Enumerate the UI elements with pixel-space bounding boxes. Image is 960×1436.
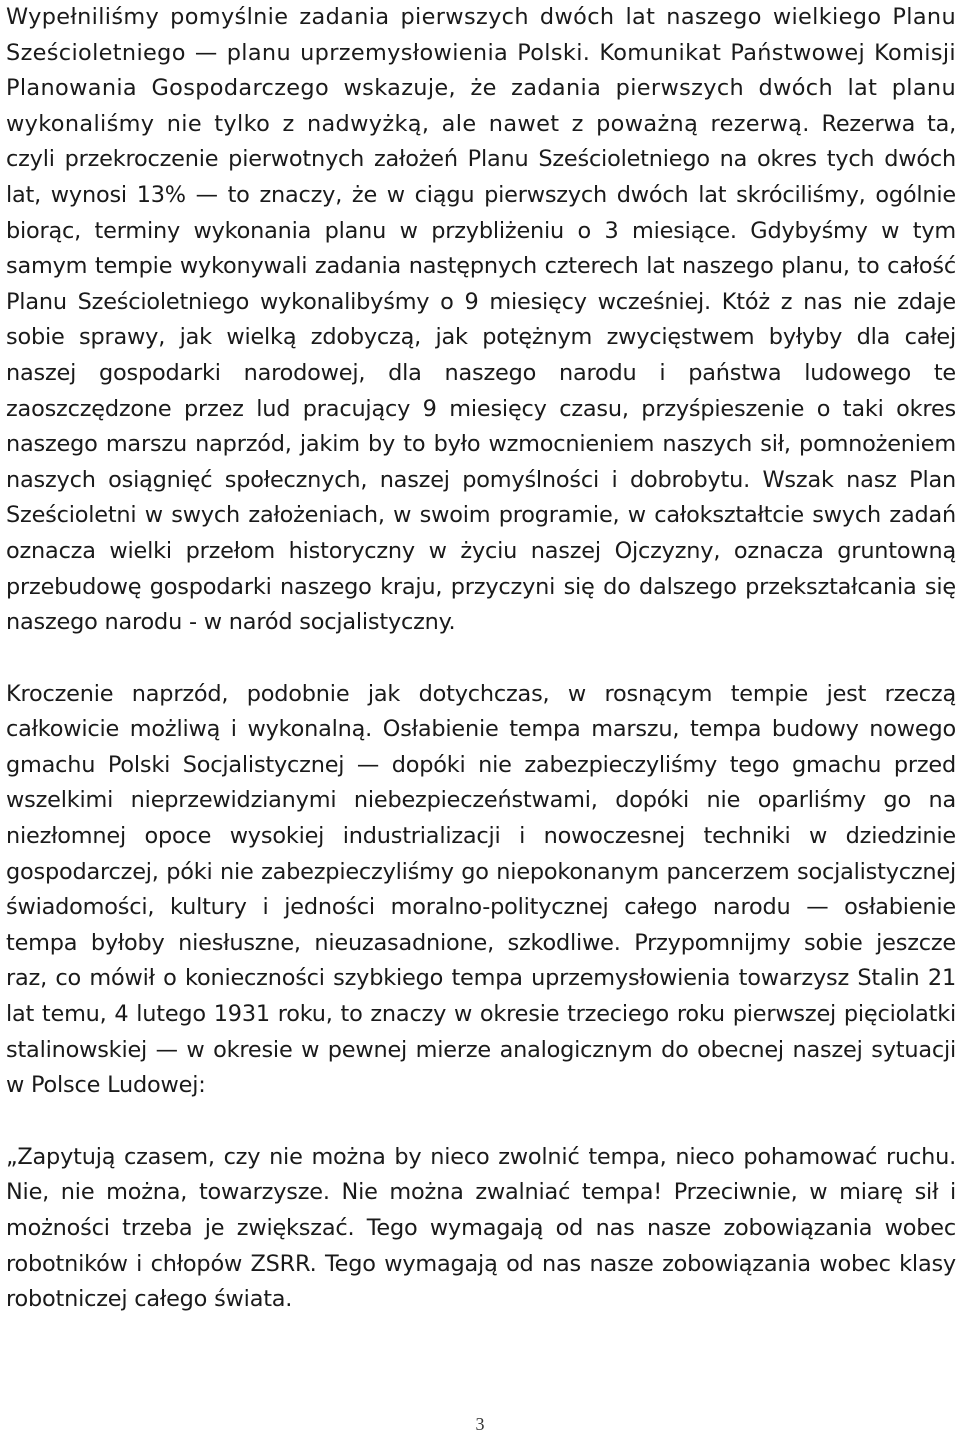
paragraph-body-text: Kroczenie naprzód, podobnie jak dotychczas, w rosnącym tempie jest rzeczą całkowicie możliwą i wykonalną. Osłabienie tempa marszu, tempa budowy nowego gmachu Polski Socjalistycznej — dopóki nie zabezpieczyliśmy tego gmachu przed wszelkimi nieprzewidzianymi niebezpieczeństwami, dopóki nie oparliśmy go na niezłomnej opoce wysokiej industrializacji i nowoczesnej techniki w dziedzinie gospodarczej, póki nie zabezpieczyliśmy go niepokonanym pancerzem socjalistycznej świadomości, kultury i jedności moralno-politycznej całego narodu — osłabienie tempa byłoby niesłuszne, nieuzasadnione, szkodliwe. Przypomnijmy sobie jeszcze raz, co mówił o konieczności szybkiego tempa uprzemysłowienia towarzysz Stalin 21 lat temu, 4 lutego 1931 roku, to znaczy w okresie trzeciego roku pierwszej pięciolatki stalinowskiej — w okresie w pewnej mierze analogicznym do obecnej naszej sytuacji w Polsce Ludowej: [6, 680, 956, 1099]
paragraph-intro-text: Wypełniliśmy pomyślnie zadania pierwszych dwóch lat naszego wielkiego Planu Sześcioletniego — planu uprzemysłowienia Polski. Komunikat Państwowej Komisji Planowania Gospodarczego wskazuje, że zadania pierwszych dwóch lat planu wykonaliśmy nie tylko z nadwyżką, ale nawet z poważną rezerwą. [6, 4, 956, 137]
paragraph-stalin-quote [6, 1140, 956, 1318]
page-number: 3 [475, 1414, 485, 1434]
paragraph-six-year-plan [6, 0, 956, 641]
paragraph-body-text: Rezerwa ta, czyli przekroczenie pierwotnych założeń Planu Sześcioletniego na okres tych dwóch lat, wynosi 13% — to znaczy, że w ciągu pierwszych dwóch lat skróciliśmy, ogólnie biorąc, terminy wykonania planu w przybliżeniu o 3 miesiące. Gdybyśmy w tym samym tempie wykonywali zadania następnych czterech lat naszego planu, to całość Planu Sześcioletniego wykonalibyśmy o 9 miesięcy wcześniej. Któż z nas nie zdaje sobie sprawy, jak wielką zdobyczą, jak potężnym zwycięstwem byłyby dla całej naszej gospodarki narodowej, dla naszego narodu i państwa ludowego te zaoszczędzone przez lud pracujący 9 miesięcy czasu, przyśpieszenie o taki okres naszego marszu naprzód, jakim by to było wzmocnieniem naszych sił, pomnożeniem naszych osiągnięć społecznych, naszej pomyślności i dobrobytu. Wszak nasz Plan Sześcioletni w swych założeniach, w swoim programie, w całokształtcie swych zadań oznacza wielki przełom historyczny w życiu naszej Ojczyzny, oznacza gruntowną przebudowę gospodarki naszego kraju, przyczyni się do dalszego przekształcania się naszego narodu - w naród socjalistyczny. [6, 110, 957, 636]
document-page [6, 0, 956, 1318]
paragraph-tempo [6, 677, 956, 1104]
quote-text: „Zapytują czasem, czy nie można by nieco zwolnić tempa, nieco pohamować ruchu. Nie, nie można, towarzysze. Nie można zwalniać tempa! Przeciwnie, w miarę sił i możności trzeba je zwiększać. Tego wymagają od nas nasze zobowiązania wobec robotników i chłopów ZSRR. Tego wymagają od nas nasze zobowiązania wobec klasy robotniczej całego świata. [6, 1143, 956, 1313]
